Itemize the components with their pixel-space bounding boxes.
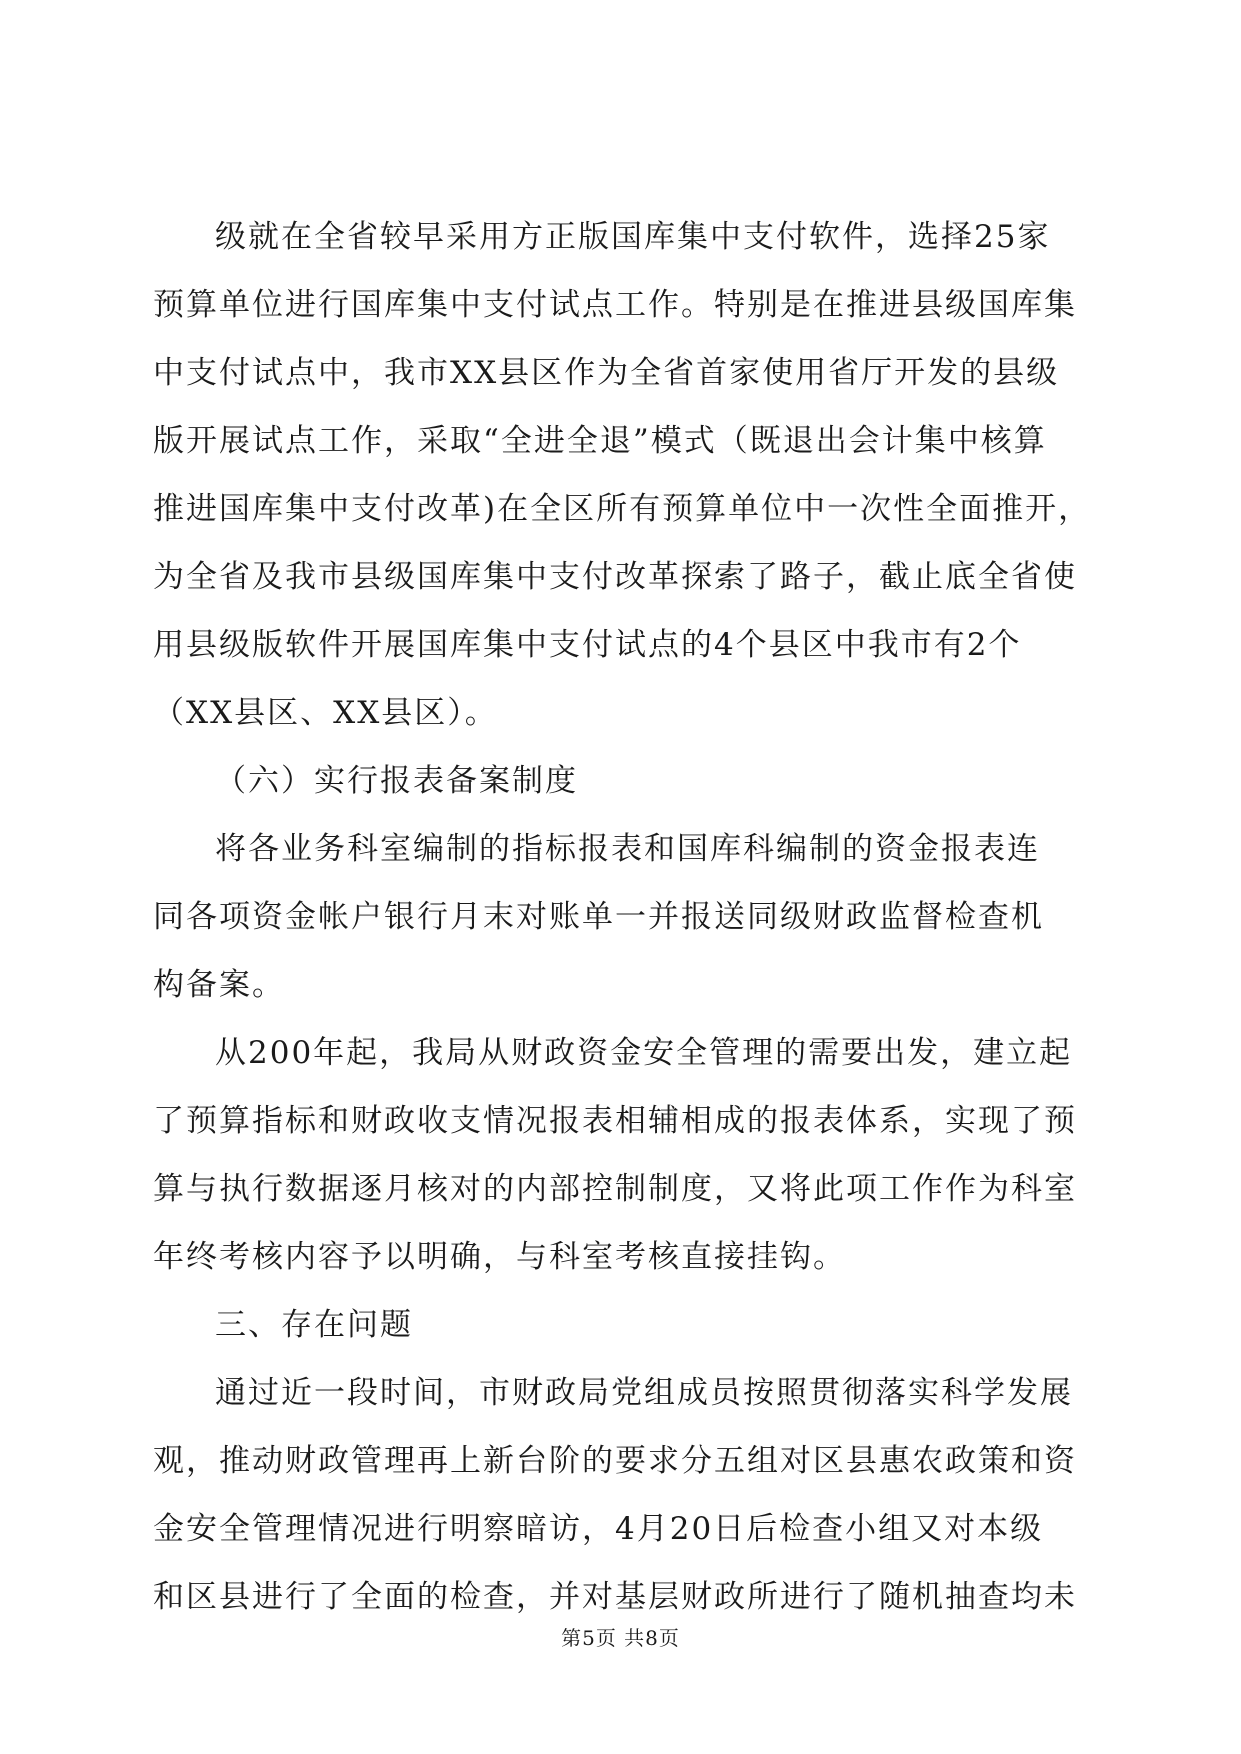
text-line: （XX县区、XX县区）。	[153, 695, 498, 731]
text-line: 和区县进行了全面的检查，并对基层财政所进行了随机抽查均未	[153, 1579, 1077, 1615]
text-line: 同各项资金帐户银行月末对账单一并报送同级财政监督检查机	[153, 899, 1044, 935]
text-line: 观，推动财政管理再上新台阶的要求分五组对区县惠农政策和资	[153, 1443, 1077, 1479]
text-line: 将各业务科室编制的指标报表和国库科编制的资金报表连	[215, 831, 1040, 867]
text-line: 构备案。	[153, 967, 285, 1003]
text-line: 从200年起，我局从财政资金安全管理的需要出发，建立起	[215, 1035, 1073, 1071]
text-line: 用县级版软件开展国库集中支付试点的4个县区中我市有2个	[153, 627, 1022, 663]
section-heading: 三、存在问题	[215, 1307, 413, 1343]
text-line: 算与执行数据逐月核对的内部控制制度，又将此项工作作为科室	[153, 1171, 1077, 1207]
text-line: 金安全管理情况进行明察暗访，4月20日后检查小组又对本级	[153, 1511, 1044, 1547]
text-line: 年终考核内容予以明确，与科室考核直接挂钩。	[153, 1239, 846, 1275]
text-line: 通过近一段时间，市财政局党组成员按照贯彻落实科学发展	[215, 1375, 1073, 1411]
section-heading: （六）实行报表备案制度	[215, 763, 578, 799]
text-line: 推进国库集中支付改革)在全区所有预算单位中一次性全面推开，	[153, 491, 1092, 527]
text-line: 了预算指标和财政收支情况报表相辅相成的报表体系，实现了预	[153, 1103, 1077, 1139]
document-body	[153, 203, 1092, 1631]
text-line: 级就在全省较早采用方正版国库集中支付软件，选择25家	[215, 219, 1051, 255]
text-line: 预算单位进行国库集中支付试点工作。特别是在推进县级国库集	[153, 287, 1077, 323]
page-footer: 第5页 共8页	[561, 1626, 680, 1650]
text-line: 版开展试点工作，采取“全进全退”模式（既退出会计集中核算	[153, 423, 1047, 459]
text-line: 中支付试点中，我市XX县区作为全省首家使用省厅开发的县级	[153, 355, 1060, 391]
text-line: 为全省及我市县级国库集中支付改革探索了路子，截止底全省使	[153, 559, 1077, 595]
